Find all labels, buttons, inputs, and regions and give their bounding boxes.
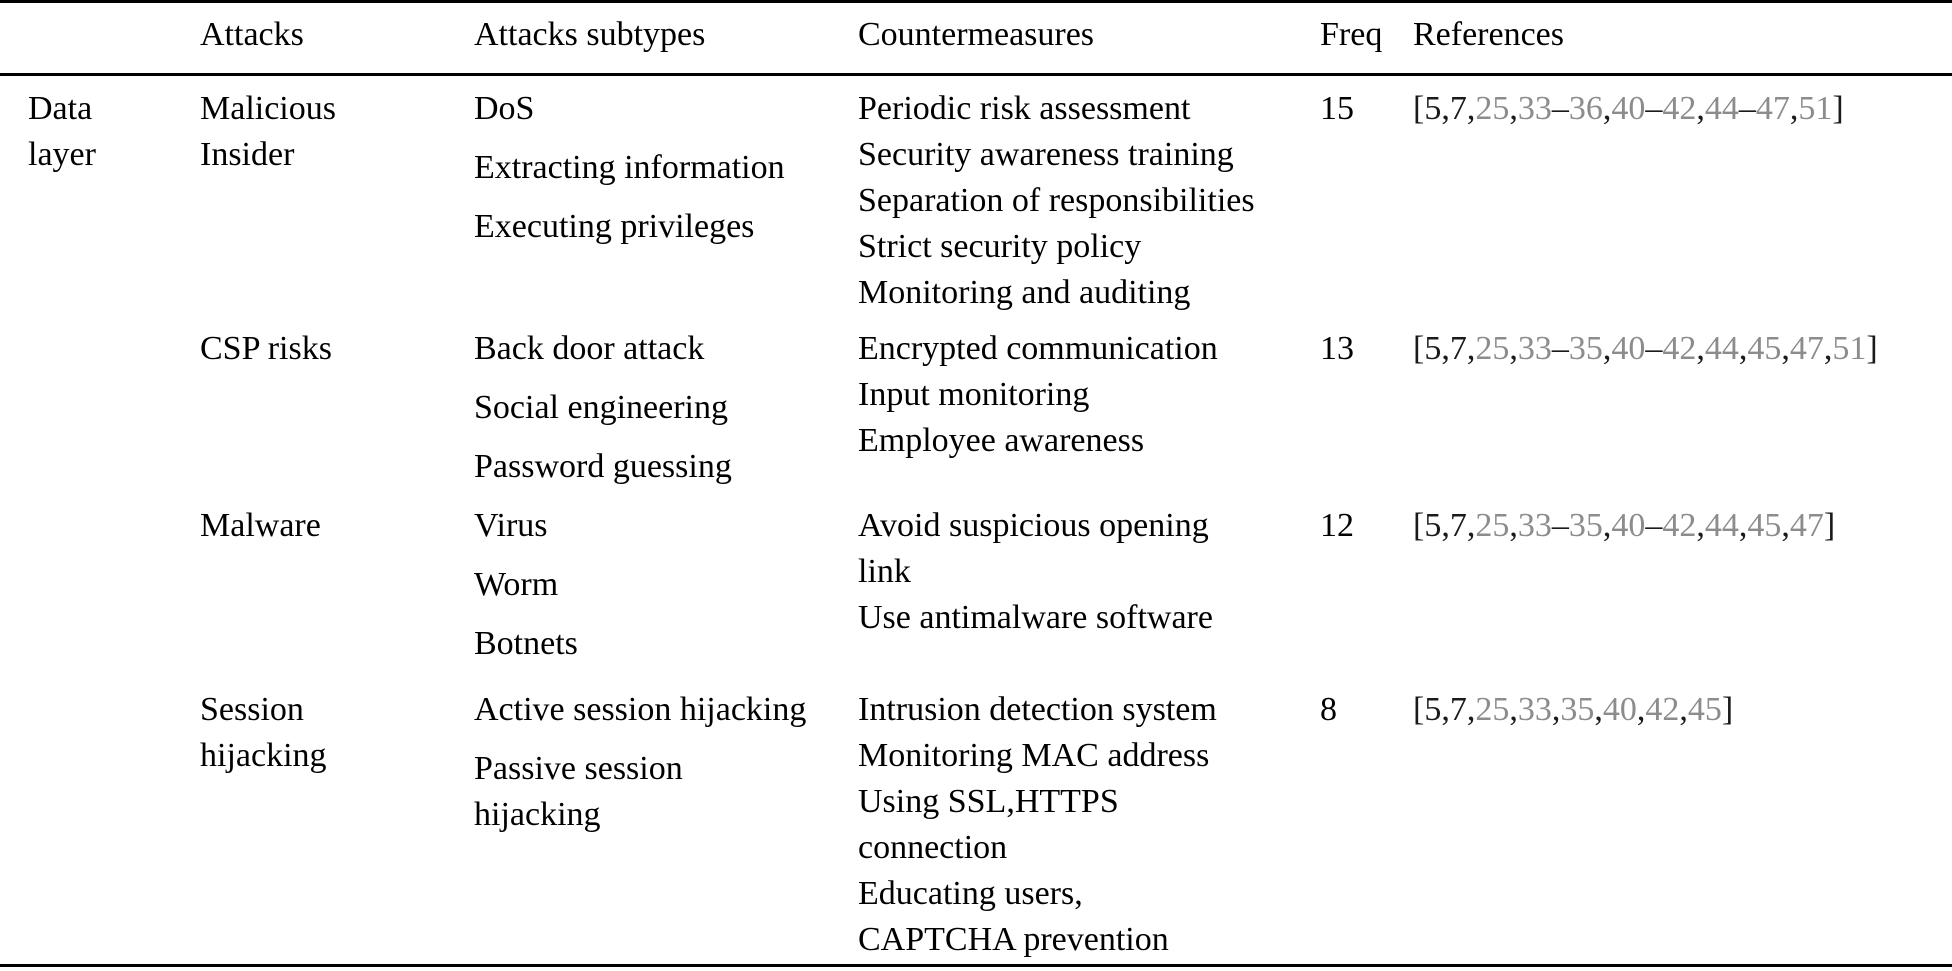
countermeasure-item <box>858 178 1255 224</box>
reference-separator: , <box>1466 507 1476 544</box>
reference-separator: , <box>1696 330 1705 367</box>
reference-separator: , <box>1441 90 1450 127</box>
reference-citation-link[interactable]: 33 <box>1517 330 1552 367</box>
countermeasures-cell <box>858 687 1217 963</box>
reference-separator: ] <box>1721 691 1734 728</box>
references-cell <box>1413 326 1878 372</box>
reference-separator: – <box>1551 330 1569 367</box>
attack-cell <box>200 326 332 372</box>
reference-separator: ] <box>1823 507 1836 544</box>
reference-separator: , <box>1602 507 1612 544</box>
countermeasure-item <box>858 503 1213 595</box>
subtypes-cell <box>474 687 806 838</box>
countermeasure-line: Monitoring MAC address <box>858 737 1210 774</box>
reference-citation-link[interactable]: 7 <box>1449 90 1467 127</box>
reference-separator: , <box>1738 507 1748 544</box>
countermeasure-line: Intrusion detection system <box>858 691 1217 728</box>
reference-separator: , <box>1738 330 1748 367</box>
reference-citation-link[interactable]: 47 <box>1789 330 1824 367</box>
countermeasure-item <box>858 418 1218 464</box>
reference-separator: , <box>1509 330 1518 367</box>
reference-separator: , <box>1781 507 1790 544</box>
subtype-item <box>474 746 806 838</box>
subtype-item <box>474 621 578 680</box>
reference-citation-link[interactable]: 33 <box>1517 507 1552 544</box>
reference-separator: , <box>1696 90 1705 127</box>
reference-separator: , <box>1602 90 1612 127</box>
references-cell <box>1413 86 1844 132</box>
subtype-item <box>474 444 732 503</box>
attack-line: Session <box>200 691 304 728</box>
subtype-line: Active session hijacking <box>474 691 807 728</box>
countermeasure-line: Educating users, <box>858 875 1083 912</box>
subtypes-cell <box>474 326 732 503</box>
reference-citation-link[interactable]: 35 <box>1560 691 1595 728</box>
attack-line: Malicious <box>200 90 336 127</box>
reference-citation-link[interactable]: 44 <box>1704 507 1739 544</box>
countermeasure-item <box>858 687 1217 733</box>
reference-citation-link[interactable]: 5 <box>1424 90 1442 127</box>
reference-citation-link[interactable]: 51 <box>1832 330 1867 367</box>
reference-citation-link[interactable]: 40 <box>1611 507 1646 544</box>
reference-separator: , <box>1696 507 1705 544</box>
countermeasure-line: Avoid suspicious opening <box>858 507 1209 544</box>
subtype-line: Extracting information <box>474 149 785 186</box>
reference-citation-link[interactable]: 33 <box>1517 691 1552 728</box>
reference-separator: [ <box>1413 691 1425 728</box>
header-attack-subtypes: Attacks subtypes <box>474 16 706 53</box>
countermeasure-item <box>858 326 1218 372</box>
subtype-item <box>474 86 785 145</box>
header-rule <box>0 73 1952 76</box>
subtype-item <box>474 503 578 562</box>
reference-citation-link[interactable]: 36 <box>1568 90 1603 127</box>
freq-cell: 15 <box>1320 90 1354 127</box>
reference-citation-link[interactable]: 45 <box>1687 691 1722 728</box>
header-attacks: Attacks <box>200 16 304 53</box>
subtype-item <box>474 562 578 621</box>
countermeasure-line: Separation of responsibilities <box>858 182 1255 219</box>
subtype-line: Executing privileges <box>474 208 755 245</box>
reference-citation-link[interactable]: 5 <box>1424 330 1442 367</box>
reference-separator: , <box>1509 90 1518 127</box>
reference-separator: – <box>1551 507 1569 544</box>
countermeasure-item <box>858 270 1255 316</box>
attack-line: hijacking <box>200 737 327 774</box>
subtype-item <box>474 385 732 444</box>
countermeasure-line: link <box>858 553 911 590</box>
reference-separator: , <box>1679 691 1688 728</box>
attack-cell <box>200 687 327 779</box>
reference-citation-link[interactable]: 40 <box>1611 330 1646 367</box>
header-references: References <box>1413 16 1565 53</box>
reference-separator: ] <box>1832 90 1844 127</box>
reference-citation-link[interactable]: 42 <box>1662 90 1697 127</box>
reference-separator: , <box>1441 691 1450 728</box>
table-top-rule <box>0 0 1952 3</box>
header-countermeasures: Countermeasures <box>858 16 1095 53</box>
reference-separator: , <box>1594 691 1603 728</box>
layer-line: layer <box>28 136 96 173</box>
reference-citation-link[interactable]: 5 <box>1424 507 1442 544</box>
reference-separator: – <box>1551 90 1569 127</box>
countermeasure-item <box>858 372 1218 418</box>
countermeasure-line: Encrypted communication <box>858 330 1218 367</box>
reference-citation-link[interactable]: 51 <box>1798 90 1833 127</box>
countermeasure-line: connection <box>858 829 1008 866</box>
subtypes-cell <box>474 503 578 680</box>
subtype-line: Password guessing <box>474 448 732 485</box>
reference-citation-link[interactable]: 7 <box>1449 507 1467 544</box>
reference-separator: [ <box>1413 330 1425 367</box>
reference-citation-link[interactable]: 47 <box>1755 90 1790 127</box>
countermeasure-line: Periodic risk assessment <box>858 90 1191 127</box>
reference-citation-link[interactable]: 42 <box>1662 507 1697 544</box>
subtype-line: DoS <box>474 90 535 127</box>
subtype-item <box>474 326 732 385</box>
reference-citation-link[interactable]: 5 <box>1424 691 1442 728</box>
subtype-line: Social engineering <box>474 389 728 426</box>
countermeasures-cell <box>858 86 1255 316</box>
reference-separator: , <box>1441 330 1450 367</box>
countermeasure-item <box>858 779 1217 871</box>
reference-separator: , <box>1466 330 1476 367</box>
reference-citation-link[interactable]: 35 <box>1568 507 1603 544</box>
reference-citation-link[interactable]: 42 <box>1645 691 1680 728</box>
reference-separator: , <box>1509 691 1518 728</box>
countermeasures-cell <box>858 326 1218 464</box>
reference-separator: [ <box>1413 507 1425 544</box>
subtype-item <box>474 204 785 263</box>
reference-citation-link[interactable]: 7 <box>1449 691 1467 728</box>
reference-citation-link[interactable]: 25 <box>1475 507 1510 544</box>
subtype-line: Virus <box>474 507 548 544</box>
freq-cell: 13 <box>1320 330 1354 367</box>
reference-citation-link[interactable]: 7 <box>1449 330 1467 367</box>
countermeasure-line: CAPTCHA prevention <box>858 921 1169 958</box>
reference-separator: – <box>1645 507 1663 544</box>
countermeasure-line: Use antimalware software <box>858 599 1213 636</box>
reference-separator: ] <box>1866 330 1878 367</box>
reference-citation-link[interactable]: 25 <box>1475 691 1510 728</box>
reference-citation-link[interactable]: 44 <box>1704 330 1739 367</box>
reference-separator: – <box>1645 330 1663 367</box>
reference-citation-link[interactable]: 45 <box>1747 507 1782 544</box>
reference-citation-link[interactable]: 25 <box>1475 90 1510 127</box>
reference-separator: , <box>1441 507 1450 544</box>
subtype-line: Worm <box>474 566 559 603</box>
reference-citation-link[interactable]: 40 <box>1602 691 1637 728</box>
countermeasure-line: Input monitoring <box>858 376 1090 413</box>
attack-cell <box>200 503 321 549</box>
subtype-line: Passive session <box>474 750 683 787</box>
reference-citation-link[interactable]: 47 <box>1789 507 1824 544</box>
reference-separator: – <box>1738 90 1756 127</box>
countermeasure-item <box>858 733 1217 779</box>
layer-cell <box>28 86 96 178</box>
freq-cell: 8 <box>1320 691 1337 728</box>
countermeasure-item <box>858 871 1217 963</box>
countermeasure-line: Monitoring and auditing <box>858 274 1191 311</box>
attack-cell <box>200 86 336 178</box>
subtype-line: Botnets <box>474 625 578 662</box>
reference-citation-link[interactable]: 25 <box>1475 330 1510 367</box>
countermeasure-line: Strict security policy <box>858 228 1142 265</box>
reference-citation-link[interactable]: 42 <box>1662 330 1697 367</box>
reference-separator: , <box>1509 507 1518 544</box>
countermeasure-line: Using SSL,HTTPS <box>858 783 1119 820</box>
reference-separator: , <box>1789 90 1799 127</box>
subtypes-cell <box>474 86 785 263</box>
reference-separator: , <box>1823 330 1833 367</box>
reference-separator: , <box>1636 691 1646 728</box>
reference-citation-link[interactable]: 44 <box>1704 90 1739 127</box>
reference-separator: , <box>1602 330 1612 367</box>
countermeasure-item <box>858 86 1255 132</box>
attack-line: CSP risks <box>200 330 332 367</box>
table-bottom-rule <box>0 964 1952 967</box>
header-freq: Freq <box>1320 16 1383 53</box>
countermeasure-item <box>858 595 1213 641</box>
references-cell <box>1413 687 1733 733</box>
reference-separator: , <box>1781 330 1790 367</box>
reference-separator: , <box>1466 691 1476 728</box>
subtype-line: hijacking <box>474 796 601 833</box>
attack-line: Insider <box>200 136 295 173</box>
reference-separator: , <box>1551 691 1561 728</box>
countermeasure-item <box>858 224 1255 270</box>
references-cell <box>1413 503 1835 549</box>
attack-line: Malware <box>200 507 321 544</box>
countermeasure-item <box>858 132 1255 178</box>
reference-separator: , <box>1466 90 1476 127</box>
countermeasures-cell <box>858 503 1213 641</box>
reference-citation-link[interactable]: 45 <box>1747 330 1782 367</box>
reference-separator: – <box>1645 90 1663 127</box>
reference-citation-link[interactable]: 35 <box>1568 330 1603 367</box>
freq-cell: 12 <box>1320 507 1354 544</box>
subtype-item <box>474 145 785 204</box>
layer-line: Data <box>28 90 93 127</box>
reference-citation-link[interactable]: 33 <box>1517 90 1552 127</box>
reference-citation-link[interactable]: 40 <box>1611 90 1646 127</box>
subtype-item <box>474 687 806 746</box>
countermeasure-line: Security awareness training <box>858 136 1234 173</box>
reference-separator: [ <box>1413 90 1425 127</box>
subtype-line: Back door attack <box>474 330 705 367</box>
countermeasure-line: Employee awareness <box>858 422 1145 459</box>
